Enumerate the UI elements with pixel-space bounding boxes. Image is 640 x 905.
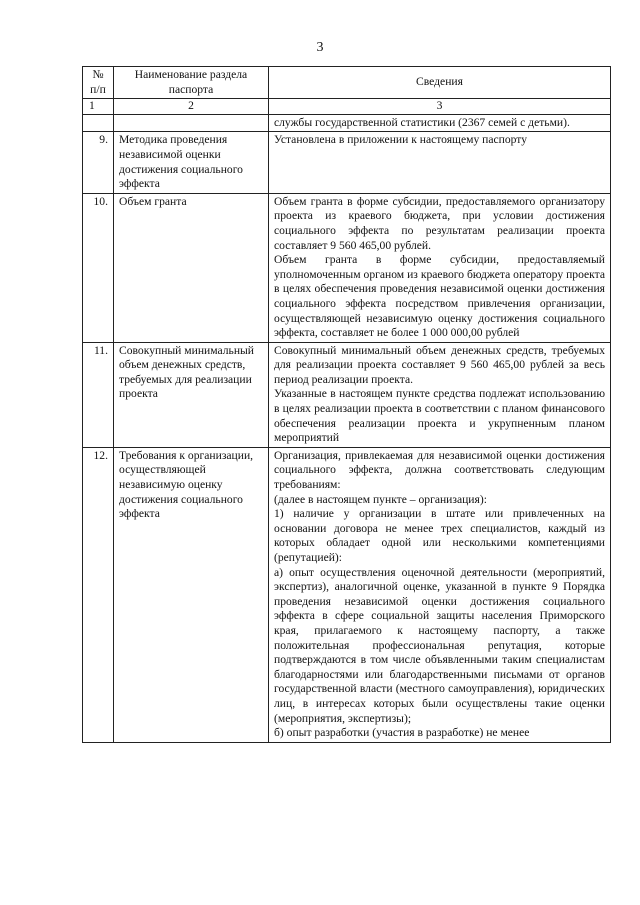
- table-row: [83, 447, 611, 742]
- column-index-3: 3: [269, 99, 611, 115]
- column-index-row: [83, 99, 611, 115]
- row-number: [83, 114, 114, 132]
- details-paragraph: Установлена в приложении к настоящему паспорту: [274, 133, 528, 147]
- table-header-row: [83, 67, 611, 99]
- details-paragraph: 1) наличие у организации в штате или привлеченных на основании договора не менее трех специалистов, каждый из которых обладает одной или несколькими компетенциями (репутацией):: [274, 507, 605, 564]
- header-details: Сведения: [269, 67, 611, 99]
- details-paragraph: Организация, привлекаемая для независимой оценки достижения социального эффекта, должна соответствовать следующим требованиям:: [274, 448, 605, 492]
- details-paragraph: Объем гранта в форме субсидии, предоставляемый уполномоченным органом из краевого бюджета оператору проекта в целях обеспечения проведения независимой оценки достижения социального эффекта посредством привлечения организации, осуществляющей независимую оценку достижения социального эффекта, составляет не более 1 000 000,00 рублей: [274, 253, 605, 340]
- row-section-name: Совокупный минимальный объем денежных средств, требуемых для реализации проекта: [114, 342, 269, 447]
- details-paragraph: а) опыт осуществления оценочной деятельности (мероприятий, экспертиз), аналогичной оценке, указанной в пункте 9 Порядка проведения независимой оценки достижения социального эффекта в сфере социальной защиты населения Приморского края, прилагаемого к настоящему паспорту, а также положительная профессиональная репутация, которые подтверждаются в том числе объявленными таким специалистам благодарностями или благодарственными письмами от органов государственной власти (местного самоуправления), юридических лиц, в интересах которых были осуществлены такие оценки (мероприятия, экспертизы);: [274, 565, 605, 725]
- details-paragraph: Указанные в настоящем пункте средства подлежат использованию в целях реализации проекта в соответствии с планом финансового обеспечения реализации проекта и укрупненным планом мероприятий: [274, 387, 605, 445]
- row-details: [269, 342, 611, 447]
- table-row: [83, 132, 611, 193]
- details-paragraph: б) опыт разработки (участия в разработке) не менее: [274, 726, 530, 740]
- details-paragraph: Совокупный минимальный объем денежных средств, требуемых для реализации проекта составляет 9 560 465,00 рублей за весь период реализации проекта.: [274, 343, 605, 386]
- details-paragraph: службы государственной статистики (2367 семей с детьми).: [274, 115, 570, 129]
- details-paragraph: Объем гранта в форме субсидии, предоставляемого организатору проекта из краевого бюджета, при условии достижения социального эффекта по результатам реализации проекта составляет 9 560 465,00 рублей.: [274, 194, 605, 252]
- row-details: [269, 114, 611, 132]
- column-index-2: 2: [114, 99, 269, 115]
- row-details: [269, 447, 611, 742]
- row-section-name: Требования к организации, осуществляющей независимую оценку достижения социального эффекта: [114, 447, 269, 742]
- row-number: 9.: [83, 132, 114, 193]
- details-paragraph: (далее в настоящем пункте – организация):: [274, 492, 487, 506]
- row-section-name: Объем гранта: [114, 193, 269, 342]
- column-index-1: 1: [83, 99, 114, 115]
- row-section-name: Методика проведения независимой оценки достижения социального эффекта: [114, 132, 269, 193]
- row-details: [269, 132, 611, 193]
- row-section-name: [114, 114, 269, 132]
- table-row: [83, 114, 611, 132]
- table-row: [83, 342, 611, 447]
- header-section-name: Наименование раздела паспорта: [114, 67, 269, 99]
- table-row: [83, 193, 611, 342]
- row-number: 12.: [83, 447, 114, 742]
- header-number: № п/п: [83, 67, 114, 99]
- passport-table: [82, 66, 611, 743]
- row-number: 10.: [83, 193, 114, 342]
- page-number: 3: [316, 40, 324, 55]
- row-details: [269, 193, 611, 342]
- row-number: 11.: [83, 342, 114, 447]
